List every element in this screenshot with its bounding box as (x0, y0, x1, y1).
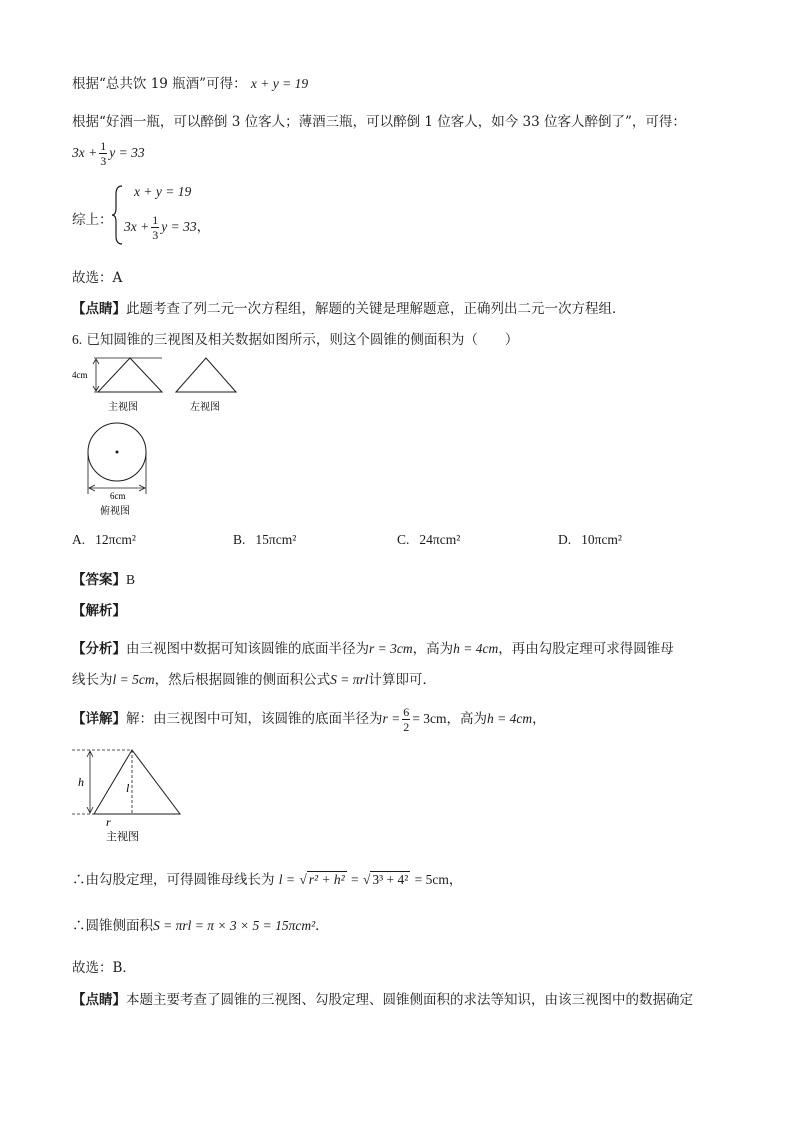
r-label: r (106, 815, 111, 829)
comma: ， (196, 219, 211, 235)
fenxi-text: ，高为 (412, 641, 454, 657)
detail-line (72, 706, 546, 733)
cone-triangle (94, 750, 180, 814)
sqrt-content-2: 3³ + 4² (372, 872, 409, 887)
fraction-denominator: 3 (152, 228, 159, 242)
fraction (99, 140, 107, 167)
analysis-tag (72, 599, 126, 619)
fenxi-text: ，然后根据圆锥的侧面积公式 (154, 672, 331, 688)
detail-text: 解：由三视图中可知，该圆锥的底面半径为 (126, 711, 383, 727)
pythagoras-line: ∴由勾股定理，可得圆锥母线长为 l = √ r² + h² = √ 3³ + 4² = 5cm， (72, 872, 463, 888)
comma: ， (448, 872, 463, 888)
fenxi-tag: 【分析】 (72, 641, 126, 657)
front-caption: 主视图 (108, 402, 138, 413)
point-text: 本题主要考查了圆锥的三视图、勾股定理、圆锥侧面积的求法等知识，由该三视图中的数据确定 (126, 992, 693, 1008)
system-row-1: x + y = 19 (134, 184, 192, 199)
comma: ， (532, 711, 546, 727)
question-text: 已知圆锥的三视图及相关数据如图所示，则这个圆锥的侧面积为（ ） (86, 332, 519, 348)
area-formula: S = πrl (330, 672, 369, 687)
option-b[interactable] (233, 532, 296, 548)
area-eq: S = πrl = π × 3 × 5 = 15πcm² (153, 918, 316, 933)
three-views-figure (68, 352, 248, 522)
option-label: B. (233, 532, 246, 547)
h-label: h (78, 775, 84, 789)
line-text: 根据“总共饮 19 瓶酒”可得： (72, 76, 247, 92)
fraction-denominator: 3 (100, 154, 107, 168)
point-text: 此题考查了列二元一次方程组，解题的关键是理解题意，正确列出二元一次方程组． (126, 301, 626, 317)
answer-line (72, 568, 135, 588)
eq-part: = 3cm (412, 711, 447, 726)
fraction-denominator: 2 (403, 720, 410, 734)
option-label: A. (72, 532, 86, 547)
period: ． (315, 918, 329, 934)
option-c[interactable] (397, 532, 460, 548)
eq-part: y = 33 (109, 145, 145, 160)
option-value: 24πcm² (419, 532, 461, 547)
equation-x-plus-y: x + y = 19 (250, 76, 309, 91)
sqrt-content-1: r² + h² (308, 872, 345, 887)
center-dot (116, 451, 119, 454)
question-6 (72, 328, 518, 348)
fenxi-text: 由三视图中数据可知该圆锥的底面半径为 (126, 641, 369, 657)
height-label: 4cm (72, 370, 88, 380)
point-tag: 【点睛】 (72, 301, 126, 317)
point-tag: 【点睛】 (72, 992, 126, 1008)
equation-3x (72, 140, 145, 167)
text-line-total (72, 72, 308, 92)
front-view-detail-figure (68, 742, 198, 846)
top-caption: 俯视图 (100, 506, 130, 517)
equation-system (112, 184, 252, 246)
left-view-triangle (176, 358, 236, 392)
answer-tag: 【答案】 (72, 572, 126, 588)
answer-value: B (126, 572, 136, 587)
analysis-heading: 【解析】 (72, 603, 126, 619)
option-value: 12πcm² (95, 532, 136, 547)
fraction-numerator: 1 (100, 139, 107, 153)
eq-part: = (351, 872, 359, 887)
eq-part: r = (382, 711, 401, 726)
choose-line-1: 故选：A (72, 270, 123, 286)
area-text: ∴圆锥侧面积 (72, 918, 153, 934)
l-label: l (126, 781, 130, 795)
area-line (72, 914, 329, 934)
detail-text: ，高为 (446, 711, 487, 727)
height-eq: h = 4cm (486, 711, 533, 726)
text-line-condition (72, 110, 686, 130)
fraction (151, 214, 159, 241)
option-value: 15πcm² (255, 532, 297, 547)
point-line-2 (72, 988, 693, 1008)
eq-part: 3x + (72, 145, 98, 160)
option-label: C. (397, 532, 410, 547)
option-label: D. (558, 532, 572, 547)
height-eq: h = 4cm (453, 641, 499, 656)
fenxi-text: 线长为 (72, 672, 113, 688)
brace-icon (112, 184, 124, 246)
fenxi-text: ，再由勾股定理可求得圆锥母 (498, 641, 674, 657)
fraction (402, 706, 410, 733)
system-row-2 (124, 214, 210, 241)
eq-part: = 5cm (414, 872, 449, 887)
choose-line-2: 故选：B． (72, 960, 136, 976)
option-d[interactable] (558, 532, 622, 548)
diameter-label: 6cm (110, 491, 126, 501)
fenxi-text: 计算即可． (368, 672, 436, 688)
option-value: 10πcm² (581, 532, 622, 547)
slant-eq: l = 5cm (112, 672, 155, 687)
front-view-triangle (98, 358, 162, 392)
line-text: 根据“好酒一瓶，可以醉倒 3 位客人；薄酒三瓶，可以醉倒 1 位客人，如今 33 位客人醉倒了”，可得： (72, 114, 686, 130)
fenxi-line-2 (72, 668, 436, 688)
summary-label: 综上： (72, 212, 113, 228)
fenxi-line-1 (72, 637, 674, 657)
eq-part: l = (278, 872, 296, 887)
question-number: 6. (72, 332, 83, 347)
fraction-numerator: 1 (152, 213, 159, 227)
detail-tag: 【详解】 (72, 711, 126, 727)
fig2-caption: 主视图 (106, 831, 139, 843)
option-a[interactable] (72, 532, 136, 548)
pyth-text: ∴由勾股定理，可得圆锥母线长为 (72, 872, 275, 888)
point-line-1 (72, 297, 626, 317)
eq-part: 3x + (124, 219, 150, 234)
radius-eq: r = 3cm (369, 641, 413, 656)
eq-part: y = 33 (161, 219, 197, 234)
left-caption: 左视图 (190, 402, 220, 413)
fraction-numerator: 6 (403, 705, 410, 719)
